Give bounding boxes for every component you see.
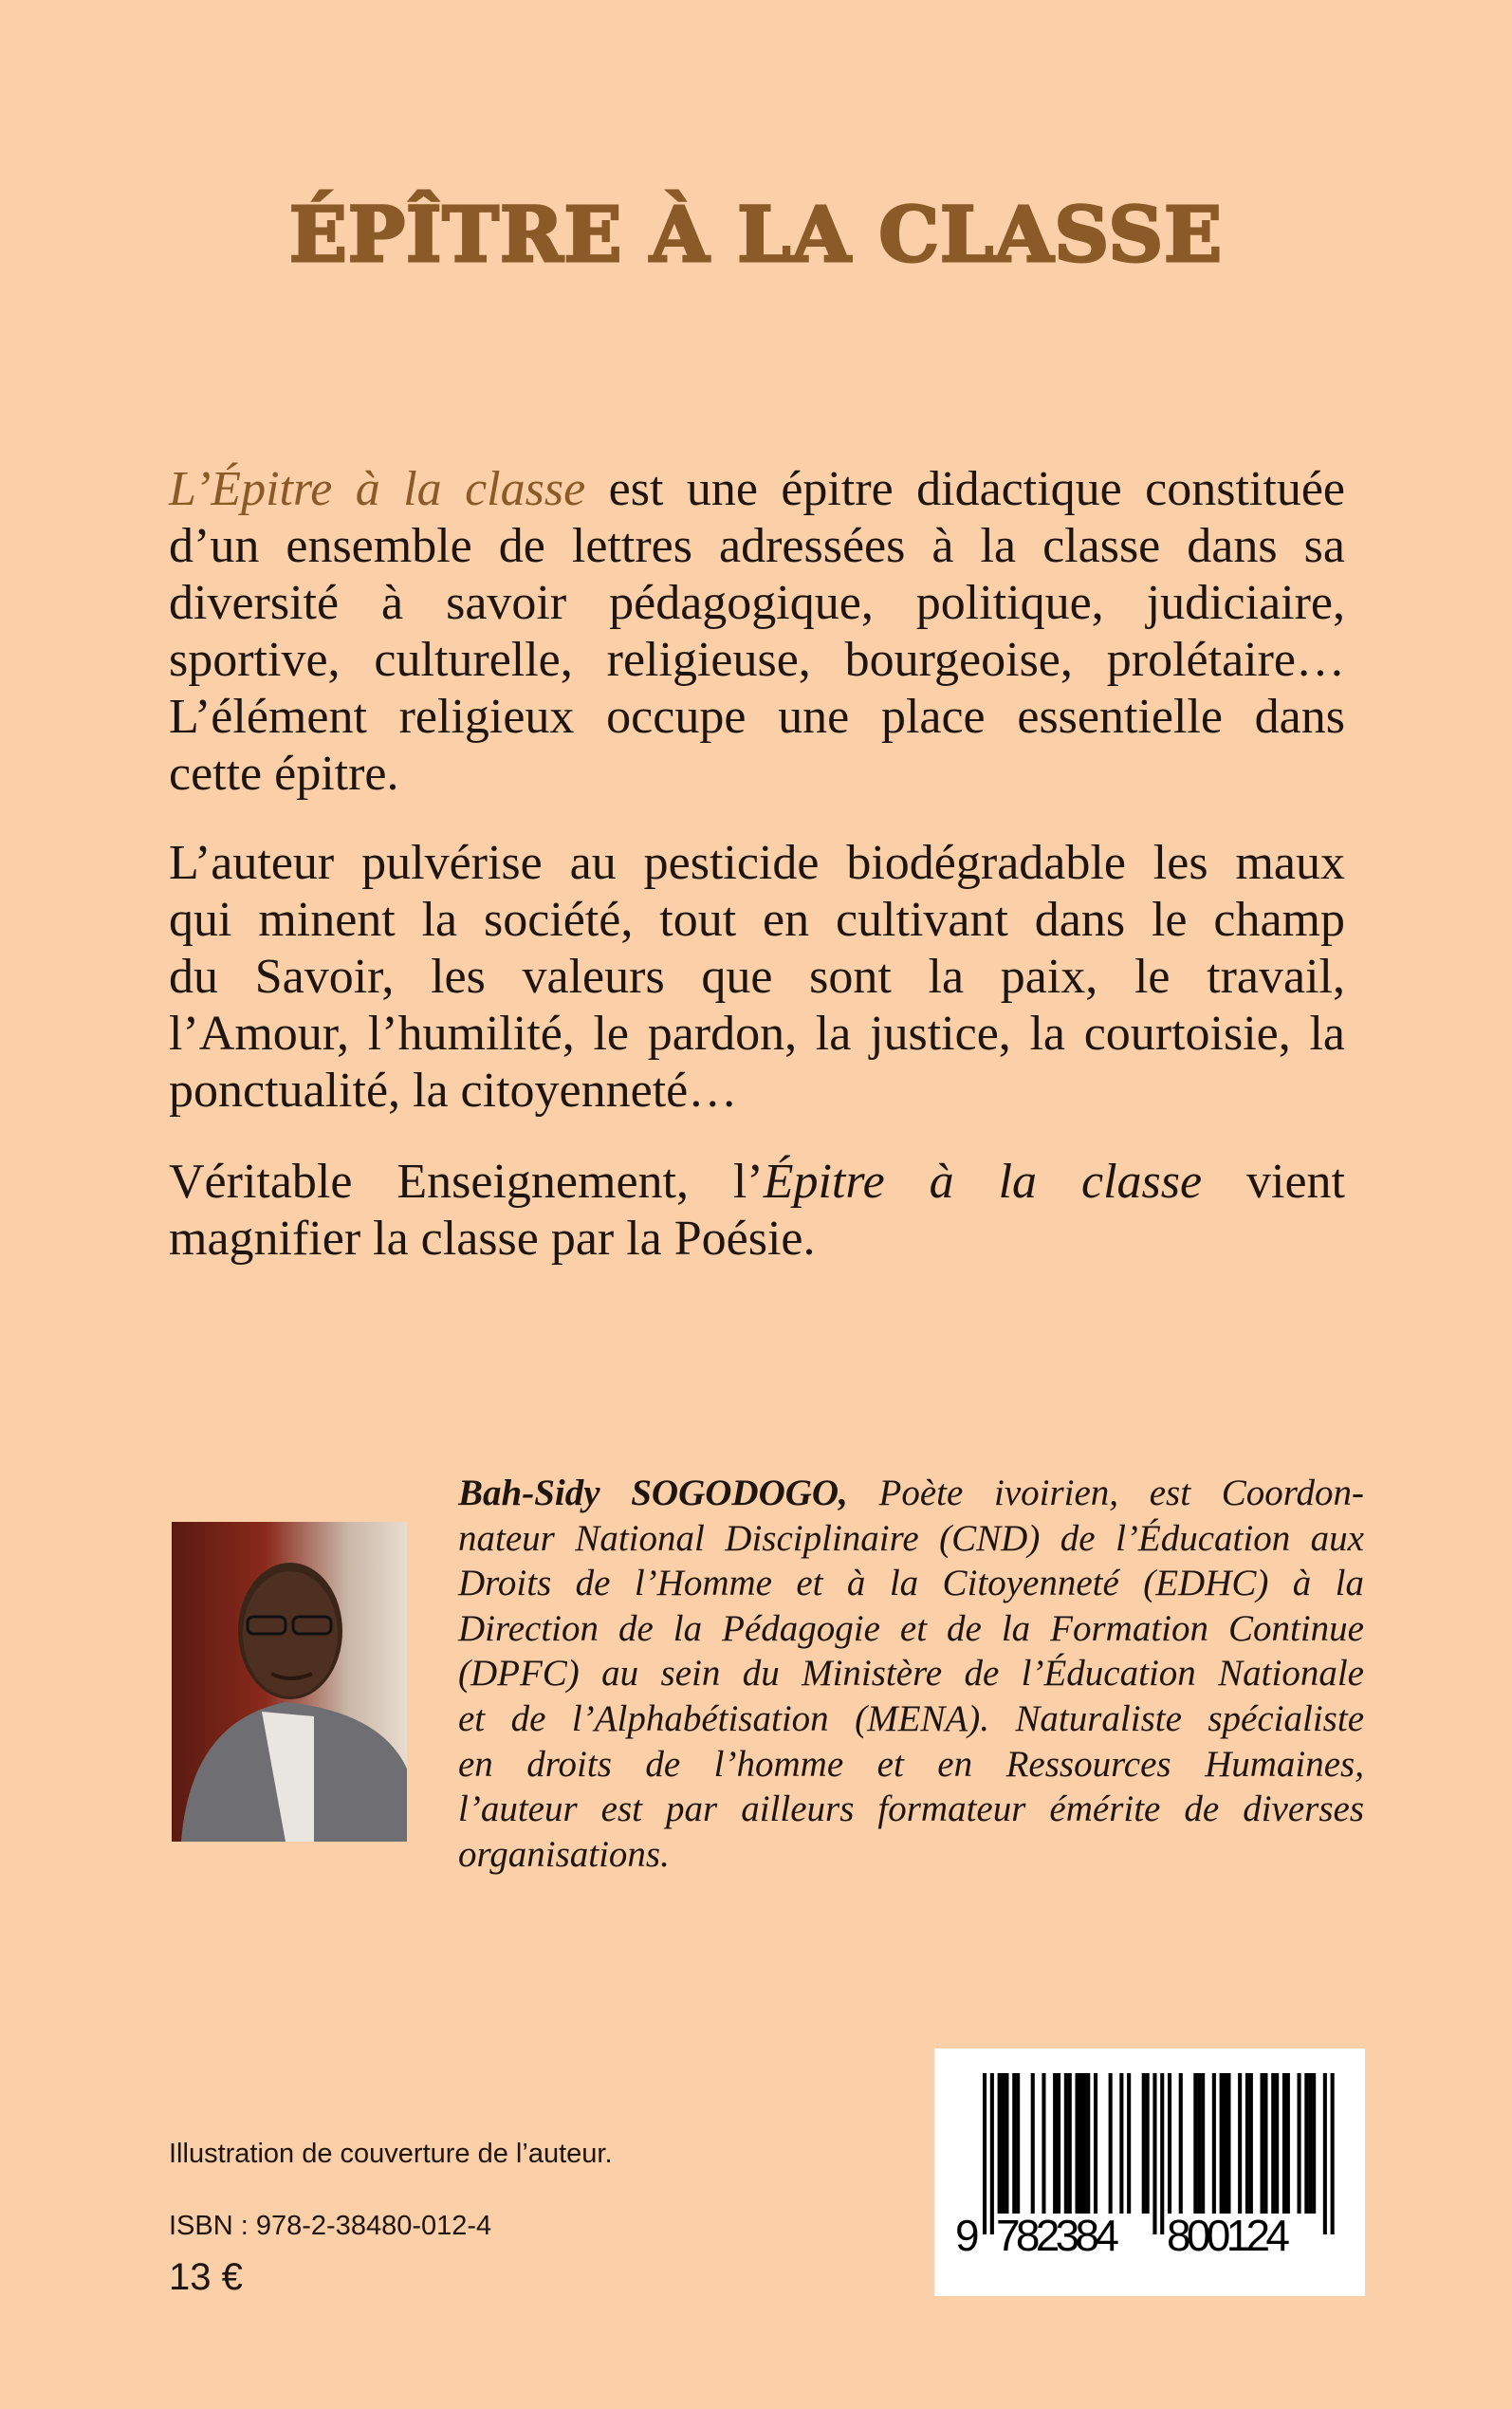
barcode-bar (1119, 2073, 1123, 2214)
text-line: organisations. (458, 1833, 670, 1875)
barcode-bar (1053, 2073, 1057, 2214)
author-photo (172, 1522, 407, 1842)
barcode-bar (1220, 2073, 1224, 2214)
barcode-bar (1224, 2073, 1227, 2214)
barcode-bar (1076, 2073, 1079, 2214)
description-paragraph-2 (169, 835, 1345, 1120)
barcode-bar (1079, 2073, 1082, 2214)
barcode-bar (1068, 2073, 1072, 2214)
barcode-bar (1308, 2073, 1312, 2214)
text-line: en droits de l’homme et en Ressources Humaines, (458, 1743, 1364, 1785)
text-line: sportive, culturelle, religieuse, bourgeoise, prolétaire… (169, 633, 1345, 687)
barcode-bar (1064, 2073, 1068, 2214)
barcode-bar (1109, 2073, 1113, 2214)
isbn-text: ISBN : 978-2-38480-012-4 (169, 2211, 492, 2241)
barcode-bar (1193, 2073, 1197, 2214)
barcode-digit-first: 9 (955, 2211, 980, 2260)
isbn-barcode (934, 2048, 1365, 2296)
barcode-bar (1304, 2073, 1308, 2214)
barcode-bar (1249, 2073, 1253, 2214)
barcode-bar (1201, 2073, 1205, 2214)
author-name: Bah-Sidy SOGODOGO, (458, 1473, 848, 1513)
text-line: qui minent la société, tout en cultivant dans le champ (169, 893, 1345, 947)
barcode-bar (1031, 2073, 1035, 2214)
book-title-italic: Épitre à la classe (763, 1155, 1203, 1209)
barcode-bar (998, 2073, 1002, 2214)
barcode-bar (1016, 2073, 1020, 2214)
text-segment: Véritable Enseignement, l’ (169, 1155, 764, 1209)
barcode-bar (1312, 2073, 1316, 2214)
barcode-bar (1197, 2073, 1201, 2214)
text-line: diversité à savoir pédagogique, politique, judiciaire, (169, 576, 1345, 630)
barcode-bar (1179, 2073, 1183, 2214)
barcode-bar (1331, 2073, 1335, 2234)
barcode-bar (1271, 2073, 1275, 2214)
barcode-bar (1323, 2073, 1327, 2234)
cover-credit: Illustration de couverture de l’auteur. (169, 2139, 613, 2169)
barcode-digits-left: 782384 (996, 2211, 1119, 2260)
text-segment: vient (1202, 1155, 1346, 1209)
barcode-bar (1146, 2073, 1150, 2214)
price: 13 € (169, 2256, 243, 2298)
description-paragraph-3 (169, 1154, 1345, 1268)
barcode-bar (1160, 2073, 1164, 2234)
description-paragraph-1 (169, 461, 1345, 803)
barcode-bar (1086, 2073, 1090, 2214)
barcode-bar (1238, 2073, 1242, 2214)
text-line: L’auteur pulvérise au pesticide biodégradable les maux (169, 836, 1345, 890)
text-line: Droits de l’Homme et à la Citoyenneté (EDHC) à la (458, 1563, 1364, 1604)
barcode-bar (1012, 2073, 1016, 2214)
barcode-bar (1212, 2073, 1216, 2214)
barcode-bar (1152, 2073, 1156, 2234)
barcode-bar (1127, 2073, 1131, 2214)
barcode-bar (1042, 2073, 1045, 2214)
barcode-bar (1142, 2073, 1146, 2214)
barcode-bar (1286, 2073, 1290, 2214)
text-line: et de l’Alphabétisation (MENA). Naturaliste spécialiste (458, 1697, 1364, 1739)
barcode-bar (983, 2073, 986, 2234)
barcode-bar (1245, 2073, 1249, 2214)
text-line: l’auteur est par ailleurs formateur émérite de diverses (458, 1788, 1364, 1830)
barcode-bar (1282, 2073, 1286, 2214)
barcode-bar (1226, 2073, 1230, 2214)
text-line: d’un ensemble de lettres adressées à la classe dans sa (169, 519, 1345, 573)
barcode-bar (1082, 2073, 1086, 2214)
text-line: cette épitre. (169, 747, 399, 801)
text-line: Direction de la Pédagogie et de la Formation Continue (458, 1607, 1364, 1649)
text-line: L’élément religieux occupe une place essentielle dans (169, 690, 1345, 744)
text-line: magnifier la classe par la Poésie. (169, 1212, 816, 1266)
text-line: l’Amour, l’humilité, le pardon, la justice, la courtoisie, la (169, 1007, 1345, 1061)
text-segment: Poète ivoirien, est Coordon- (847, 1473, 1365, 1513)
book-title: ÉPÎTRE À LA CLASSE (288, 190, 1224, 279)
barcode-bar (1263, 2073, 1267, 2214)
text-line: nateur National Disciplinaire (CND) de l’Éducation aux (458, 1517, 1364, 1559)
barcode-bar (1275, 2073, 1279, 2214)
barcode-bar (1005, 2073, 1008, 2214)
barcode-bar (1094, 2073, 1097, 2214)
text-line: (DPFC) au sein du Ministère de l’Éducation Nationale (458, 1653, 1364, 1695)
barcode-bar (1057, 2073, 1060, 2214)
barcode-bar (1261, 2073, 1264, 2214)
text-line: du Savoir, les valeurs que sont la paix, le travail, (169, 950, 1345, 1004)
text-line: ponctualité, la citoyenneté… (169, 1064, 738, 1118)
barcode-digits-right: 800124 (1167, 2211, 1290, 2260)
book-title-italic: L’Épitre à la classe (169, 462, 586, 516)
author-bio (458, 1471, 1364, 1877)
text-line: est une épitre didactique constituée (585, 462, 1345, 516)
barcode-bar (1298, 2073, 1301, 2214)
barcode-bar (1002, 2073, 1005, 2214)
barcode-bar (1168, 2073, 1171, 2214)
barcode-bar (990, 2073, 994, 2234)
